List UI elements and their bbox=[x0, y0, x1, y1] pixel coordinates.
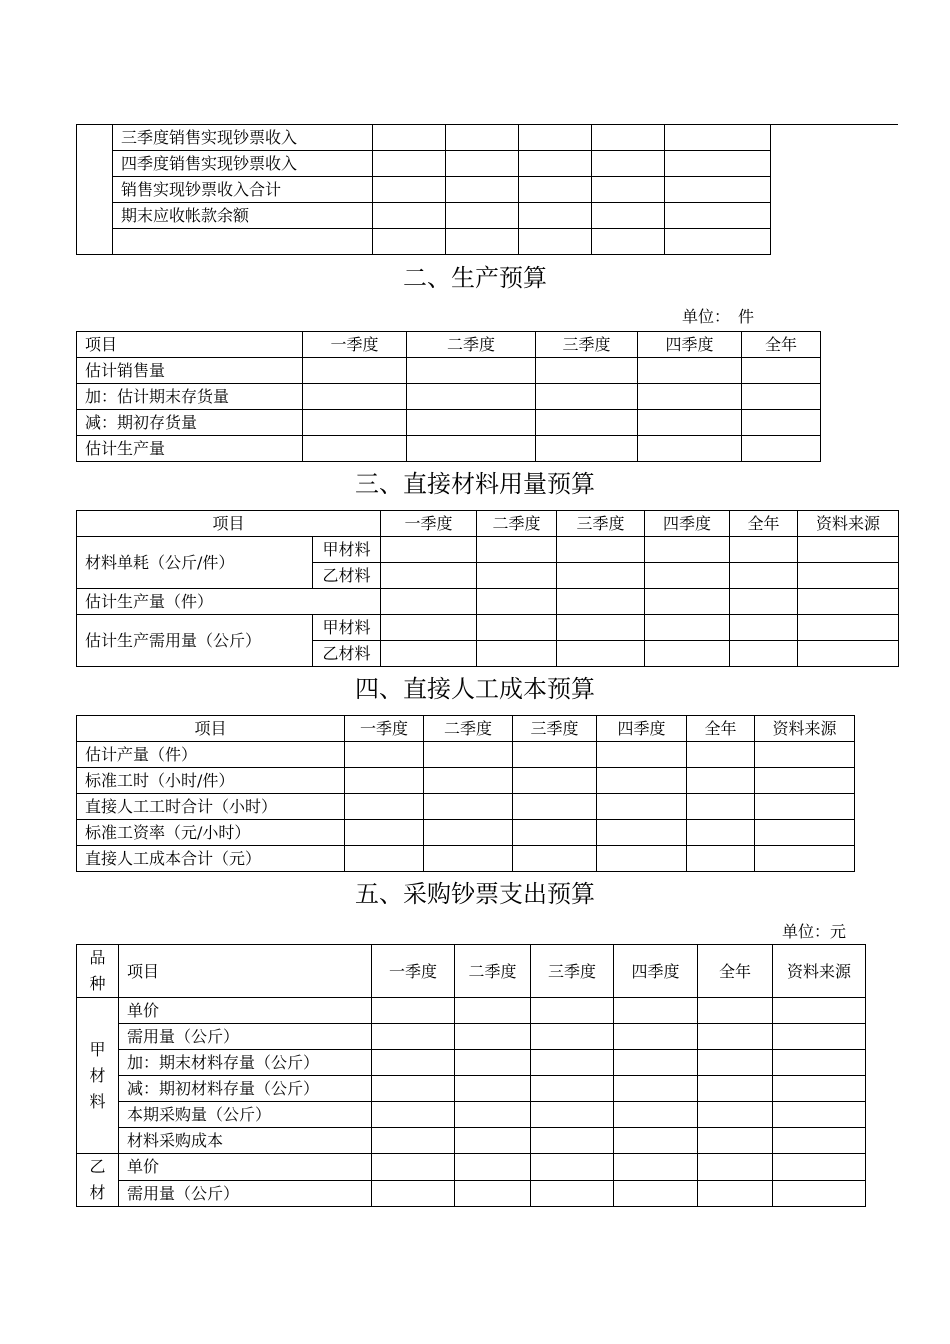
row-label: 需用量（公斤） bbox=[119, 1024, 372, 1050]
row-label bbox=[113, 229, 373, 255]
table-row bbox=[77, 794, 855, 820]
table-row bbox=[77, 1102, 866, 1128]
table-row bbox=[77, 151, 771, 177]
table-row bbox=[77, 1180, 866, 1207]
header-row bbox=[77, 511, 899, 537]
table-row bbox=[77, 384, 821, 410]
table-row bbox=[77, 203, 771, 229]
column-header: 二季度 bbox=[455, 945, 531, 998]
table-row bbox=[77, 768, 855, 794]
direct-labor-budget-table bbox=[76, 715, 855, 872]
row-label: 估计销售量 bbox=[77, 358, 303, 384]
table-row bbox=[77, 1154, 866, 1181]
row-label: 单价 bbox=[119, 998, 372, 1024]
table-row bbox=[77, 436, 821, 462]
table-row bbox=[77, 615, 899, 641]
purchase-cash-budget-table bbox=[76, 944, 866, 1207]
material-a-char: 材 bbox=[89, 1065, 106, 1085]
column-header: 资料来源 bbox=[755, 716, 855, 742]
column-header: 资料来源 bbox=[773, 945, 866, 998]
blank-category-cell bbox=[77, 125, 113, 255]
column-header: 三季度 bbox=[557, 511, 645, 537]
column-header: 全年 bbox=[687, 716, 755, 742]
table-row bbox=[77, 1024, 866, 1050]
row-label: 三季度销售实现钞票收入 bbox=[113, 125, 373, 151]
column-header: 四季度 bbox=[597, 716, 687, 742]
table-row bbox=[77, 229, 771, 255]
row-label: 标准工时（小时/件） bbox=[77, 768, 345, 794]
column-header: 项目 bbox=[119, 945, 372, 998]
row-label: 四季度销售实现钞票收入 bbox=[113, 151, 373, 177]
table-row bbox=[77, 1076, 866, 1102]
production-budget-unit: 单位： 件 bbox=[682, 307, 755, 326]
direct-material-budget-table bbox=[76, 510, 899, 667]
sales-cash-receipts-table bbox=[76, 124, 771, 255]
header-row bbox=[77, 945, 866, 998]
column-header: 三季度 bbox=[513, 716, 597, 742]
column-header: 三季度 bbox=[536, 332, 638, 358]
column-header: 一季度 bbox=[372, 945, 455, 998]
row-label: 加：期末材料存量（公斤） bbox=[119, 1050, 372, 1076]
column-header: 二季度 bbox=[424, 716, 513, 742]
production-budget-table bbox=[76, 331, 821, 462]
column-header: 全年 bbox=[698, 945, 773, 998]
column-header: 二季度 bbox=[477, 511, 557, 537]
material-a-label bbox=[77, 998, 119, 1154]
column-header: 四季度 bbox=[638, 332, 742, 358]
row-label: 标准工资率（元/小时） bbox=[77, 820, 345, 846]
table-row bbox=[77, 1128, 866, 1154]
sales-cash-receipts-body bbox=[77, 125, 771, 255]
row-label: 直接人工成本合计（元） bbox=[77, 846, 345, 872]
row-label: 销售实现钞票收入合计 bbox=[113, 177, 373, 203]
column-header: 项目 bbox=[77, 332, 303, 358]
material-b-char: 乙 bbox=[89, 1157, 106, 1176]
table-row bbox=[77, 537, 899, 563]
table-row bbox=[77, 820, 855, 846]
material-a-char: 甲 bbox=[89, 1039, 106, 1059]
column-header: 四季度 bbox=[645, 511, 730, 537]
material-b-char: 材 bbox=[89, 1183, 106, 1202]
row-label: 减：期初材料存量（公斤） bbox=[119, 1076, 372, 1102]
row-label: 估计生产需用量（公斤） bbox=[77, 615, 313, 667]
column-header: 一季度 bbox=[303, 332, 407, 358]
direct-labor-budget-title: 四、直接人工成本预算 bbox=[355, 675, 595, 703]
material-label: 乙材料 bbox=[313, 563, 381, 589]
material-b-label bbox=[77, 1154, 119, 1207]
row-label: 材料单耗（公斤/件） bbox=[77, 537, 313, 589]
production-budget-title: 二、生产预算 bbox=[403, 264, 547, 292]
row-label: 期末应收帐款余额 bbox=[113, 203, 373, 229]
material-label: 甲材料 bbox=[313, 537, 381, 563]
row-label: 加：估计期末存货量 bbox=[77, 384, 303, 410]
row-label: 单价 bbox=[119, 1154, 372, 1181]
column-header: 资料来源 bbox=[798, 511, 899, 537]
table-row bbox=[77, 410, 821, 436]
page-top-rule bbox=[770, 124, 898, 125]
table-row bbox=[77, 998, 866, 1024]
row-label: 直接人工工时合计（小时） bbox=[77, 794, 345, 820]
variety-header-char: 品 bbox=[89, 948, 106, 967]
variety-header bbox=[77, 945, 119, 998]
table-row bbox=[77, 125, 771, 151]
column-header: 全年 bbox=[730, 511, 798, 537]
column-header: 全年 bbox=[742, 332, 821, 358]
purchase-cash-budget-unit: 单位：元 bbox=[782, 922, 847, 941]
row-label: 需用量（公斤） bbox=[119, 1180, 372, 1207]
material-label: 甲材料 bbox=[313, 615, 381, 641]
row-label: 本期采购量（公斤） bbox=[119, 1102, 372, 1128]
table-row bbox=[77, 742, 855, 768]
header-row bbox=[77, 716, 855, 742]
column-header: 二季度 bbox=[407, 332, 536, 358]
row-label: 材料采购成本 bbox=[119, 1128, 372, 1154]
column-header: 四季度 bbox=[614, 945, 698, 998]
table-row bbox=[77, 1050, 866, 1076]
row-label: 估计生产量 bbox=[77, 436, 303, 462]
purchase-cash-budget-title: 五、采购钞票支出预算 bbox=[355, 880, 595, 908]
column-header: 项目 bbox=[77, 716, 345, 742]
direct-material-budget-title: 三、直接材料用量预算 bbox=[355, 470, 595, 498]
column-header: 一季度 bbox=[381, 511, 477, 537]
table-row bbox=[77, 589, 899, 615]
row-label: 估计生产量（件） bbox=[77, 589, 381, 615]
table-row bbox=[77, 177, 771, 203]
column-header: 三季度 bbox=[531, 945, 614, 998]
material-label: 乙材料 bbox=[313, 641, 381, 667]
variety-header-char: 种 bbox=[89, 974, 106, 993]
table-row bbox=[77, 846, 855, 872]
row-label: 减：期初存货量 bbox=[77, 410, 303, 436]
header-row bbox=[77, 332, 821, 358]
material-a-char: 料 bbox=[89, 1091, 106, 1111]
row-label: 估计产量（件） bbox=[77, 742, 345, 768]
column-header: 一季度 bbox=[345, 716, 424, 742]
column-header: 项目 bbox=[77, 511, 381, 537]
table-row bbox=[77, 358, 821, 384]
